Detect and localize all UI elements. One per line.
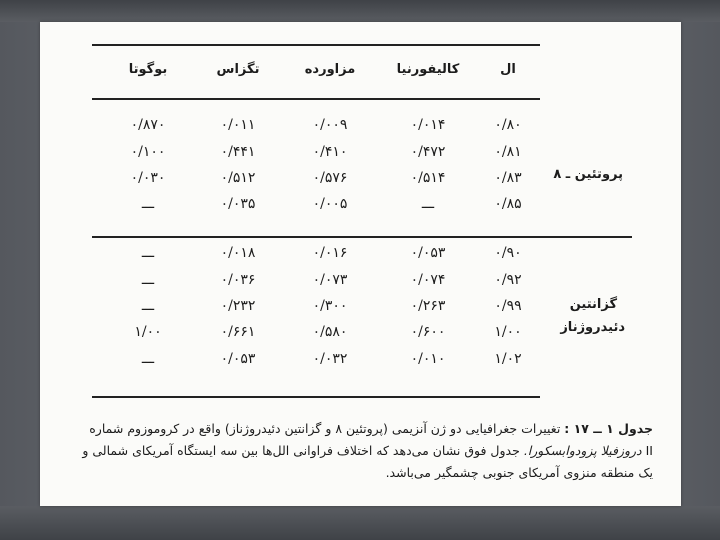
column-header: کالیفورنیا — [396, 62, 460, 77]
table-cell: ۱/۰۰ — [134, 324, 162, 340]
caption-line-3: یک منطقه منزوی آمریکای جنوبی چشمگیر می‌باشد. — [385, 465, 653, 480]
table-cell: ۰/۰۱۸ — [220, 245, 256, 261]
table-cell: ۰/۰۳۲ — [312, 351, 348, 367]
group-label-xanthine-line-1: گزانتین — [569, 297, 617, 312]
table-cell: ۰/۵۷۶ — [312, 170, 348, 186]
table-cell: ۰/۴۴۱ — [220, 144, 256, 160]
table-cell: ۱/۰۰ — [494, 324, 522, 340]
table-cell: ـــ — [141, 245, 155, 261]
table-cell: ـــ — [141, 272, 155, 288]
table-cell: ۰/۵۱۲ — [220, 170, 256, 186]
table-cell: ۰/۵۱۴ — [410, 170, 446, 186]
caption-species-name: دروزفیلا پزودوابسکورا. — [523, 443, 642, 458]
caption-line-1 — [39, 418, 653, 440]
column-header: مزاورده — [304, 62, 356, 77]
table-cell: ۰/۰۳۶ — [220, 272, 256, 288]
table-cell: ۰/۵۸۰ — [312, 324, 348, 340]
table-cell: ۰/۰۳۰ — [130, 170, 166, 186]
table-cell: ۰/۳۰۰ — [312, 298, 348, 314]
table-top-rule — [92, 44, 540, 46]
scanned-document — [40, 22, 681, 506]
table-cell: ـــ — [141, 351, 155, 367]
top-band — [0, 0, 720, 22]
table-cell: ۰/۰۰۹ — [312, 117, 348, 133]
table-cell: ۰/۹۲ — [494, 272, 522, 288]
table-caption — [39, 418, 653, 484]
caption-line-2-start: II — [641, 443, 653, 458]
table-cell: ۰/۰۱۰ — [410, 351, 446, 367]
table-cell: ۰/۴۱۰ — [312, 144, 348, 160]
table-cell: ۰/۲۳۲ — [220, 298, 256, 314]
table-cell: ۰/۸۰ — [494, 117, 522, 133]
table-bottom-rule — [92, 396, 540, 398]
table-cell: ۱/۰۲ — [494, 351, 522, 367]
table-cell: ۰/۸۳ — [494, 170, 522, 186]
table-cell: ۰/۶۰۰ — [410, 324, 446, 340]
table-cell: ـــ — [141, 298, 155, 314]
table-cell: ۰/۰۵۳ — [220, 351, 256, 367]
caption-line-2 — [39, 440, 653, 462]
header-bottom-rule — [92, 98, 540, 100]
table-cell: ۰/۰۷۳ — [312, 272, 348, 288]
table-cell: ۰/۰۰۵ — [312, 196, 348, 212]
table-cell: ۰/۸۵ — [494, 196, 522, 212]
group-label-protein-8: پروتئین ـ ۸ — [553, 167, 623, 182]
table-cell: ۰/۴۷۲ — [410, 144, 446, 160]
table-cell: ۰/۹۹ — [494, 298, 522, 314]
table-cell: ۰/۰۱۶ — [312, 245, 348, 261]
bottom-band — [0, 506, 720, 540]
table-cell: ۰/۸۷۰ — [130, 117, 166, 133]
column-header: ال — [500, 62, 516, 77]
table-cell: ۰/۸۱ — [494, 144, 522, 160]
table-cell: ـــ — [421, 196, 435, 212]
table-cell: ۰/۹۰ — [494, 245, 522, 261]
table-cell: ۰/۶۶۱ — [220, 324, 256, 340]
table-cell: ـــ — [141, 196, 155, 212]
table-cell: ۰/۰۱۱ — [220, 117, 256, 133]
table-cell: ۰/۰۳۵ — [220, 196, 256, 212]
group-label-xanthine-line-2: دئیدروژناز — [560, 320, 625, 335]
table-cell: ۰/۰۱۴ — [410, 117, 446, 133]
group-divider-rule — [92, 236, 632, 238]
caption-line-2-rest: جدول فوق نشان می‌دهد که اختلاف فراوانی الل‌ها بین سه ایستگاه آمریکای شمالی و — [82, 443, 524, 458]
caption-label: جدول ۱ ــ ۱۷ : — [564, 421, 653, 436]
table-cell: ۰/۲۶۳ — [410, 298, 446, 314]
table-cell: ۰/۰۷۴ — [410, 272, 446, 288]
caption-line-1-text: تغییرات جغرافیایی دو ژن آنزیمی (پروتئین ۸ و گزانتین دئیدروژناز) واقع در کروموزوم شماره — [89, 421, 565, 436]
column-header: بوگوتا — [128, 62, 168, 77]
table-cell: ۰/۰۵۳ — [410, 245, 446, 261]
table-cell: ۰/۱۰۰ — [130, 144, 166, 160]
column-header: تگزاس — [216, 62, 260, 77]
